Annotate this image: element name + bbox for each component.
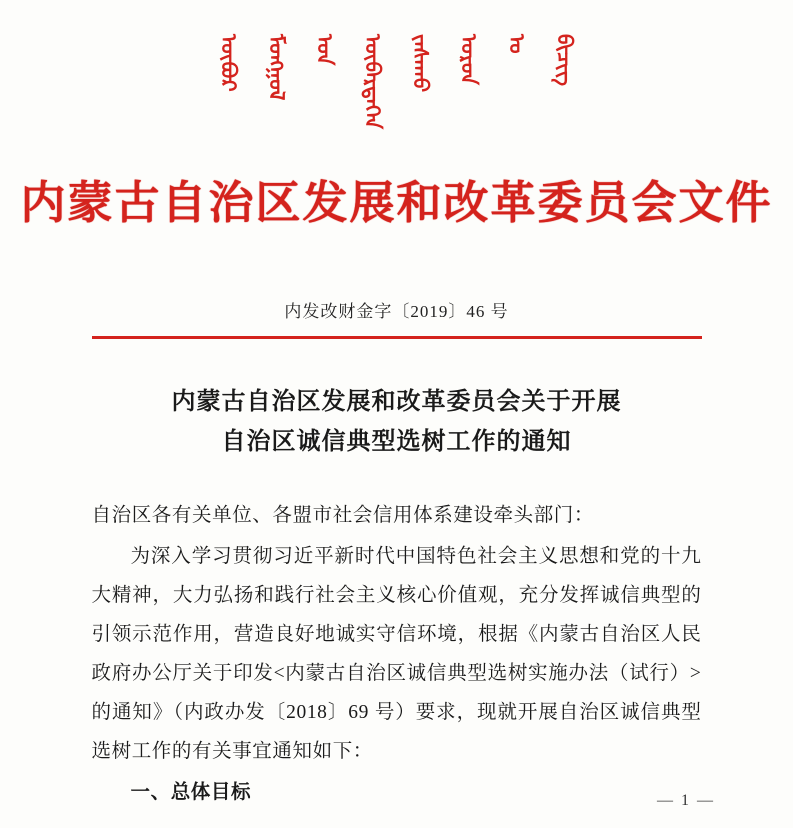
- document-title: 内蒙古自治区发展和改革委员会文件: [20, 178, 773, 228]
- red-divider-rule: [92, 336, 702, 339]
- mongolian-word-4: ᠥᠪᠡᠷᠲᠡᠭᠡᠨ: [360, 34, 385, 130]
- mongolian-word-2: ᠮᠣᠩᠭᠣᠯ: [264, 34, 289, 101]
- mongolian-word-5: ᠵᠠᠰᠠᠬᠤ: [408, 34, 433, 93]
- page-number: — 1 —: [657, 792, 715, 809]
- body-paragraph-1: 为深入学习贯彻习近平新时代中国特色社会主义思想和党的十九大精神，大力弘扬和践行社会主义核心价值观，充分发挥诚信典型的引领示范作用，营造良好地诚实守信环境，根据《内蒙古自治区人民政府办公厅关于印发<内蒙古自治区诚信典型选树实施办法（试行）>的通知》（内政办发〔2018〕69 号）要求，现就开展自治区诚信典型选树工作的有关事宜通知如下：: [91, 546, 702, 763]
- mongolian-word-8: ᠪᠢᠴᠢᠭ: [552, 34, 577, 86]
- document-body: [92, 496, 702, 812]
- mongolian-word-6: ᠣᠷᠣᠨ: [456, 34, 481, 85]
- document-subject: [87, 383, 707, 462]
- document-number: 内发改财金字〔2019〕46 号: [284, 302, 509, 321]
- addressee-line: 自治区各有关单位、各盟市社会信用体系建设牵头部门：: [91, 505, 595, 527]
- subject-line-1: 内蒙古自治区发展和改革委员会关于开展: [171, 389, 622, 415]
- mongolian-header: [0, 0, 793, 142]
- mongolian-word-3: ᠤᠨ: [312, 34, 337, 66]
- subject-line-2: 自治区诚信典型选树工作的通知: [221, 428, 572, 455]
- section-heading-1: 一、总体目标: [130, 782, 252, 804]
- mongolian-word-1: ᠦᠪᠦᠷ: [216, 34, 241, 92]
- mongolian-word-7: ᠤ: [504, 34, 529, 54]
